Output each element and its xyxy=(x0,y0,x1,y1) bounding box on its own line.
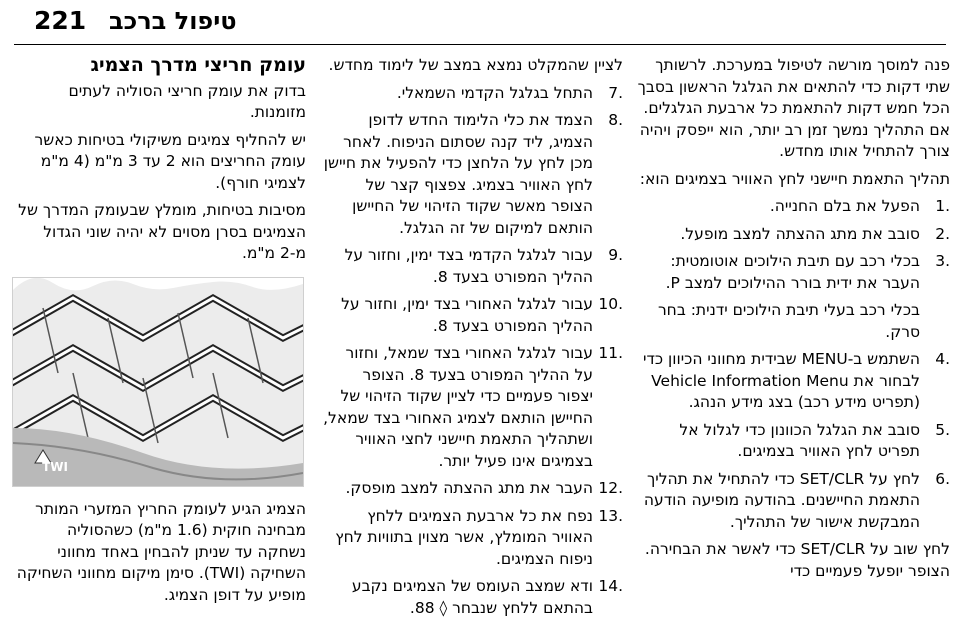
step-text: הפעל את בלם החנייה. xyxy=(769,197,920,215)
twi-label: TWI xyxy=(42,459,68,474)
right-column xyxy=(635,55,950,588)
step-text: העבר את מתג ההצתה למצב מופסק. xyxy=(345,479,593,497)
step-item xyxy=(323,478,623,500)
body-paragraph: מסיבות בטיחות, מומלץ שבעומק המדרך של הצמיגים בסרן מסוים לא יהיה שוני הגדול מ-2 מ"מ. xyxy=(18,201,306,262)
step-number: 2. xyxy=(935,224,950,243)
step-item xyxy=(323,83,623,105)
step-text: התחל בגלגל הקדמי השמאלי. xyxy=(396,83,593,102)
step-text: סובב את מתג ההצתה למצב מופעל. xyxy=(680,224,920,243)
step-text: נפח את כל ארבעת הצמיגים ללחץ האוויר המומלץ, אשר מצוין בתוויות לחץ ניפוח הצמיגים. xyxy=(335,506,593,568)
step-text: השתמש ב-MENU שבידית מחווני הכיוון כדי לבחור את Vehicle Information Menu (תפריט מידע רכב) בצג מידע הנהג. xyxy=(643,350,920,411)
page-number: 221 xyxy=(34,6,87,35)
step-item xyxy=(635,196,950,218)
body-paragraph: בדוק את עומק חריצי הסוליה לעתים מזומנות. xyxy=(68,81,306,121)
step-number: 13. xyxy=(598,506,623,525)
step-number: 6. xyxy=(935,469,950,488)
process-intro: תהליך התאמת חיישני לחץ האוויר בצמיגים הוא: xyxy=(639,169,950,188)
left-column xyxy=(14,55,306,612)
tire-tread-illustration xyxy=(12,277,304,487)
continuation-paragraph: לציין שהמקלט נמצא במצב של לימוד מחדש. xyxy=(328,56,623,74)
step-number: 7. xyxy=(608,83,623,102)
step-item xyxy=(323,343,623,472)
body-paragraph: יש להחליף צמיגים משיקולי בטיחות כאשר עומק החריצים הוא 2 עד 3 מ"מ (4 מ"מ לצמיגי חורף). xyxy=(34,130,306,192)
step-item xyxy=(323,506,623,571)
chapter-title: טיפול ברכב xyxy=(109,7,237,35)
step-item xyxy=(635,349,950,414)
step-text: בכלי רכב עם תיבת הילוכים אוטומטית: העבר את ידית בורר ההילוכים למצב P. xyxy=(665,252,920,292)
step-item xyxy=(635,420,950,463)
step-item xyxy=(323,576,623,619)
outro-paragraph: לחץ שוב על SET/CLR כדי לאשר את הבחירה. הצופר יופעל פעמיים כדי xyxy=(644,540,950,580)
step-number: 3. xyxy=(935,252,950,270)
step-item xyxy=(323,110,623,239)
middle-column xyxy=(323,55,623,625)
steps-list-1 xyxy=(635,196,950,533)
intro-paragraph: פנה למוסך מורשה לטיפול במערכת. לרשותך שתי דקות כדי להתאים את הגלגל הראשון בסבך הכל חמש דקות להתאמת כל ארבעת הגלגלים. אם התהליך נמשך זמן רב יותר, הוא ייפסק ויהיה צורך להתחיל אותו מחדש. xyxy=(637,56,950,160)
illustration-caption: הצמיג הגיע לעומק החריץ המזערי המותר מבחינה חוקית (1.6 מ"מ) כשהסוליה נשחקה עד שניתן להבחין באחד מחווני השחיקה (TWI). סימן מיקום מחווני השחיקה מופיע על דופן הצמיג. xyxy=(16,499,306,604)
step-text: עבור לגלגל האחורי בצד ימין, וחזור על ההליך המפורט בצעד 8. xyxy=(341,295,593,335)
step-text: ודא שמצב העומס של הצמיגים נקבע בהתאם ללחץ שנבחר ◊ 88. xyxy=(351,577,593,617)
step-item xyxy=(323,245,623,288)
step-item xyxy=(635,469,950,534)
step-number: 1. xyxy=(935,197,950,215)
steps-list-2 xyxy=(323,83,623,620)
step-text: לחץ על SET/CLR כדי להתחיל את תהליך התאמת החיישנים. בהודעה מופיעה הודעה המבקשת אישור של התהליך. xyxy=(643,469,920,531)
step-number: 4. xyxy=(935,350,950,368)
step-number: 5. xyxy=(935,420,950,439)
step-number: 8. xyxy=(608,111,623,129)
step-text: סובב את הגלגל הכוונון כדי לגלול אל תפריט לחץ האוויר בצמיגים. xyxy=(679,420,920,460)
step-number: 14. xyxy=(598,577,623,595)
step-item xyxy=(323,294,623,337)
step-item xyxy=(635,251,950,294)
step-item xyxy=(635,300,950,343)
step-number: 12. xyxy=(598,479,623,497)
step-text: עבור לגלגל האחורי בצד שמאל, וחזור על ההליך המפורט בצעד 8. הצופר יצפור פעמיים כדי לציין שקוד הזיהוי של החיישן הותאם לצמיג האחורי בצד שמאל, ושתהליך התאמת חיישני לחצי האוויר בצמיגים אינו פעיל יותר. xyxy=(323,344,593,470)
step-number: 10. xyxy=(598,295,623,313)
step-number: 9. xyxy=(608,246,623,264)
step-text: הצמד את כלי הלימוד החדש לדופן הצמיג, ליד קנה שסתום הניפוח. לאחר מכן לחץ על הלחצן כדי להפעיל את חיישן לחץ האוויר בצמיג. צפצוף קצר של הצופר מאשר שקוד הזיהוי של החיישן הותאם למיקום של זה הגלגל. xyxy=(323,111,593,237)
step-text: עבור לגלגל הקדמי בצד ימין, וחזור על ההליך המפורט בצעד 8. xyxy=(344,246,593,286)
step-number: 11. xyxy=(598,344,623,362)
step-item xyxy=(635,224,950,246)
page-header xyxy=(14,0,946,45)
step-text: בכלי רכב בעלי תיבת הילוכים ידנית: בחר סרק. xyxy=(657,301,920,341)
section-heading: עומק חריצי מדרך הצמיג xyxy=(90,54,306,76)
